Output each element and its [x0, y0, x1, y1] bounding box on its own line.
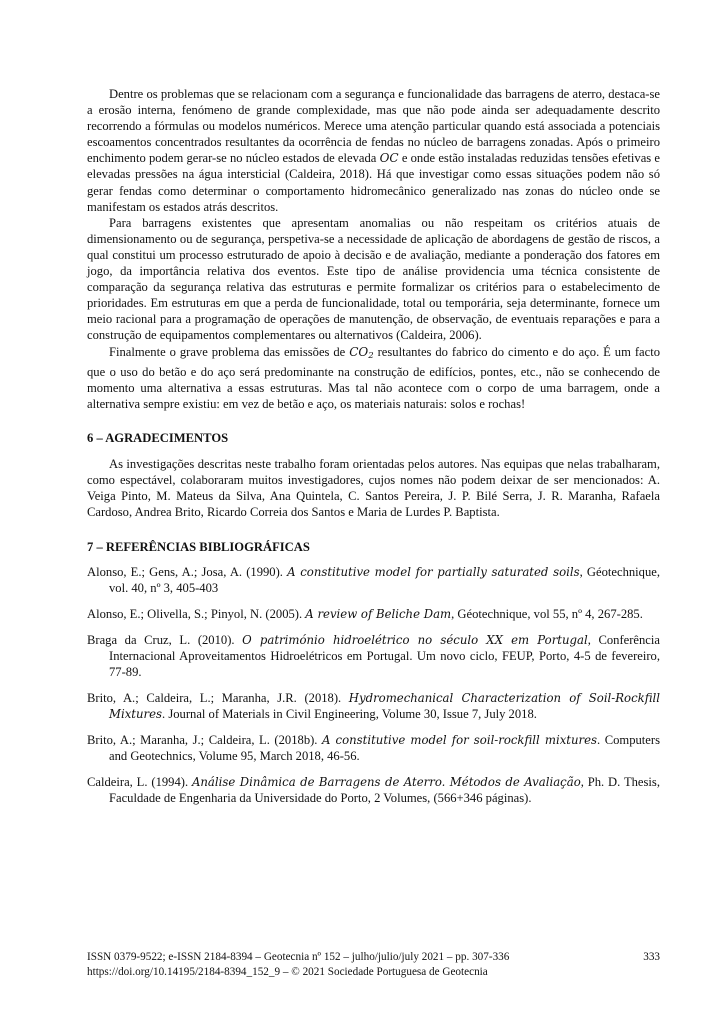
- page-number: 333: [643, 951, 660, 963]
- reference-item: Brito, A.; Maranha, J.; Caldeira, L. (2018b). A constitutive model for soil-rockfill mixtures. Computers and Geotechnics, Volume 95, March 2018, 46-56.: [87, 732, 660, 764]
- page-body: [87, 86, 660, 816]
- footer-doi: https://doi.org/10.14195/2184-8394_152_9 – © 2021 Sociedade Portuguesa de Geotecnia: [87, 965, 488, 978]
- paragraph-co2-emissions: Finalmente o grave problema das emissões de $CO_2$ resultantes do fabrico do cimento e do aço. É um facto que o uso do betão e do aço será predominante na construção de edifícios, pontes, etc., não se conhecendo de momento uma alternativa a essas estruturas. Mas tal não acontece com o corpo de uma barragem, onde a alternativa sempre existiu: em vez de betão e aço, os materiais naturais: solos e rochas!: [87, 344, 661, 411]
- paragraph-risk-management: Para barragens existentes que apresentam anomalias ou não respeitam os critérios atuais de dimensionamento ou de segurança, perspetiva-se a necessidade de aplicação de abordagens de gestão de riscos, a qual constitui um processo estruturado de apoio à decisão e de avaliação, mediante a ponderação dos fatores em jogo, da importância relativa dos eventos. Este tipo de análise providencia uma técnica consistente de comparação da segurança relativa das estruturas e permite formalizar os critérios para o estabelecimento de prioridades. Em estruturas em que a perda de funcionalidade, total ou temporária, seja determinante, fornece um meio racional para a programação de operações de manutenção, de observação, de eventuais reparações e para a construção de equipamentos complementares ou alternativos (Caldeira, 2006).: [87, 215, 660, 343]
- reference-item: Alonso, E.; Gens, A.; Josa, A. (1990). A constitutive model for partially saturated soils, Géotechnique, vol. 40, nº 3, 405-403: [87, 565, 660, 596]
- reference-list: [87, 564, 660, 806]
- acknowledgements-heading: 6 – AGRADECIMENTOS: [87, 430, 229, 445]
- reference-item: Caldeira, L. (1994). Análise Dinâmica de Barragens de Aterro. Métodos de Avaliação, Ph. D. Thesis, Faculdade de Engenharia da Universidade do Porto, 2 Volumes, (566+346 páginas).: [87, 774, 660, 805]
- reference-item: Brito, A.; Caldeira, L.; Maranha, J.R. (2018). Hydromechanical Characterization of Soil-Rockfill Mixtures. Journal of Materials in Civil Engineering, Volume 30, Issue 7, July 2018.: [87, 690, 660, 722]
- reference-item: Braga da Cruz, L. (2010). O património hidroelétrico no século XX em Portugal, Conferência Internacional Aproveitamentos Hidroelétricos em Portugal. Um novo ciclo, FEUP, Porto, 4-5 de fevereiro, 77-89.: [87, 632, 660, 680]
- math-co2: $CO_2$: [349, 344, 374, 361]
- page-footer: [87, 950, 660, 979]
- math-oc: OC: [379, 151, 399, 166]
- paragraph-internal-erosion: Dentre os problemas que se relacionam com a segurança e funcionalidade das barragens de aterro, destaca-se a erosão interna, fenómeno de grande complexidade, mas que não pode ainda ser adequadamente descrito recorrendo a fórmulas ou modelos numéricos. Merece uma atenção particular quando está associada a potenciais escoamentos concentrados resultantes da ocorrência de fendas no núcleo de barragens zonadas. Após o primeiro enchimento podem gerar-se no núcleo estados de elevada OC e onde estão instaladas reduzidas tensões efetivas e elevadas pressões na água intersticial (Caldeira, 2018). Há que investigar como essas situações podem não só gerar fendas como determinar o comportamento hidromecânico generalizado nas zonas do núcleo onde se manifestam os estados atrás descritos.: [87, 87, 660, 214]
- reference-item: Alonso, E.; Olivella, S.; Pinyol, N. (2005). A review of Beliche Dam, Géotechnique, vol 55, nº 4, 267-285.: [87, 607, 643, 622]
- acknowledgements-text: As investigações descritas neste trabalho foram orientadas pelos autores. Nas equipas que nelas trabalharam, como espectável, colaboraram muitos investigadores, cujos nomes não podem deixar de ser mencionados: A. Veiga Pinto, M. Mateus da Silva, Ana Quintela, C. Santos Pereira, J. P. Bilé Serra, J. R. Maranha, Rafaela Cardoso, Andrea Brito, Ricardo Correia dos Santos e Maria de Lurdes P. Baptista.: [87, 456, 660, 520]
- footer-issn: ISSN 0379-9522; e-ISSN 2184-8394 – Geotecnia nº 152 – julho/julio/july 2021 – pp. 307-336: [87, 951, 510, 963]
- references-heading: 7 – REFERÊNCIAS BIBLIOGRÁFICAS: [87, 540, 310, 555]
